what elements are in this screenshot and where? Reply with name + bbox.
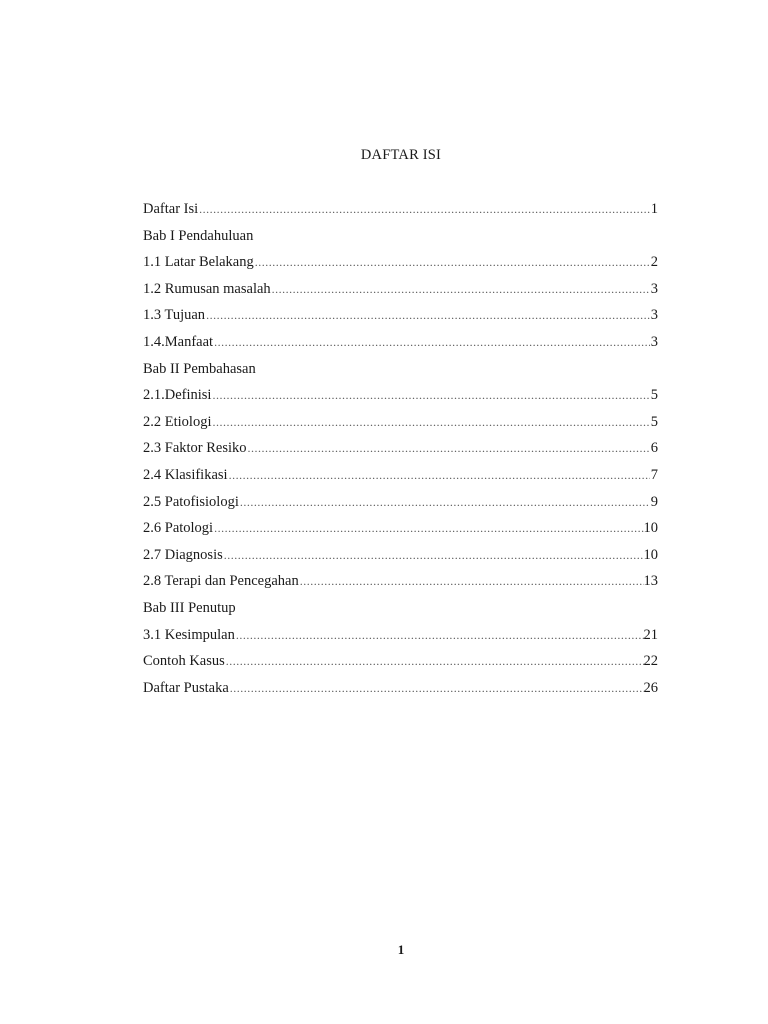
toc-dot-leader xyxy=(198,196,650,223)
toc-entry-page: 21 xyxy=(643,626,658,643)
toc-dot-leader xyxy=(299,568,644,595)
toc-entry-page: 13 xyxy=(643,573,658,590)
toc-entry xyxy=(143,435,661,462)
toc-entry-page: 1 xyxy=(650,201,658,217)
toc-entry-page: 9 xyxy=(650,493,658,510)
toc-dot-leader xyxy=(223,542,644,569)
toc-entry-page: 6 xyxy=(650,440,658,457)
toc-dot-leader xyxy=(235,622,644,649)
toc-entry-label: 2.4 Klasifikasi xyxy=(143,466,228,483)
toc-entry-label: 2.2 Etiologi xyxy=(143,413,212,430)
toc-entry-label: Bab III Penutup xyxy=(143,599,236,616)
toc-entry-page: 10 xyxy=(643,520,658,537)
toc-entry-label: 2.8 Terapi dan Pencegahan xyxy=(143,573,299,590)
toc-dot-leader xyxy=(228,462,650,489)
toc-entry-label: Daftar Isi xyxy=(143,201,199,217)
toc-entry-label: 2.7 Diagnosis xyxy=(143,546,223,563)
toc-entry-page: 2 xyxy=(650,254,658,271)
toc-entry-label: 2.1.Definisi xyxy=(143,387,212,404)
toc-entry-page: 3 xyxy=(650,280,658,297)
toc-entry-label: 2.6 Patologi xyxy=(143,520,214,537)
toc-entry xyxy=(143,276,661,303)
toc-dot-leader xyxy=(239,489,650,516)
toc-entry-page: 7 xyxy=(650,466,658,483)
toc-dot-leader xyxy=(213,329,650,356)
toc-dot-leader xyxy=(211,382,650,409)
toc-dot-leader xyxy=(271,276,650,303)
toc-dot-leader xyxy=(229,675,644,702)
toc-section-heading xyxy=(143,223,661,250)
toc-section-heading xyxy=(143,595,661,622)
toc-dot-leader xyxy=(247,435,650,462)
toc-entry-page: 26 xyxy=(643,679,658,696)
toc-entry-label: 1.2 Rumusan masalah xyxy=(143,280,271,297)
table-of-contents xyxy=(143,196,661,701)
toc-entry-label: Bab II Pembahasan xyxy=(143,360,256,377)
toc-entry-page: 3 xyxy=(650,307,658,324)
toc-entry-page: 5 xyxy=(650,413,658,430)
toc-section-heading xyxy=(143,356,661,383)
toc-entry-label: Daftar Pustaka xyxy=(143,679,229,696)
toc-entry-page: 5 xyxy=(650,387,658,404)
toc-entry xyxy=(143,249,661,276)
toc-entry-label: 2.5 Patofisiologi xyxy=(143,493,239,510)
toc-entry xyxy=(143,648,661,675)
toc-entry-page: 22 xyxy=(643,653,658,670)
toc-dot-leader xyxy=(213,515,643,542)
toc-entry-label: Bab I Pendahuluan xyxy=(143,227,254,244)
toc-entry-page: 3 xyxy=(650,333,658,350)
toc-entry-page: 10 xyxy=(643,546,658,563)
toc-entry xyxy=(143,675,661,702)
toc-entry xyxy=(143,568,661,595)
page-title: DAFTAR ISI xyxy=(360,147,442,163)
toc-entry xyxy=(143,302,661,329)
toc-dot-leader xyxy=(254,249,650,276)
toc-entry-label: 1.3 Tujuan xyxy=(143,307,206,324)
toc-entry xyxy=(143,515,661,542)
page-number: 1 xyxy=(397,942,405,957)
toc-dot-leader xyxy=(225,648,644,675)
toc-entry-label: 1.1 Latar Belakang xyxy=(143,254,254,271)
toc-entry xyxy=(143,542,661,569)
toc-entry xyxy=(143,409,661,436)
toc-entry-label: Contoh Kasus xyxy=(143,653,225,670)
toc-entry-label: 2.3 Faktor Resiko xyxy=(143,440,247,457)
toc-dot-leader xyxy=(211,409,650,436)
toc-entry-label: 1.4.Manfaat xyxy=(143,333,214,350)
toc-entry xyxy=(143,622,661,649)
toc-entry-label: 3.1 Kesimpulan xyxy=(143,626,235,643)
toc-entry xyxy=(143,196,661,223)
toc-dot-leader xyxy=(205,302,650,329)
toc-entry xyxy=(143,382,661,409)
toc-entry xyxy=(143,489,661,516)
toc-entry xyxy=(143,462,661,489)
toc-entry xyxy=(143,329,661,356)
